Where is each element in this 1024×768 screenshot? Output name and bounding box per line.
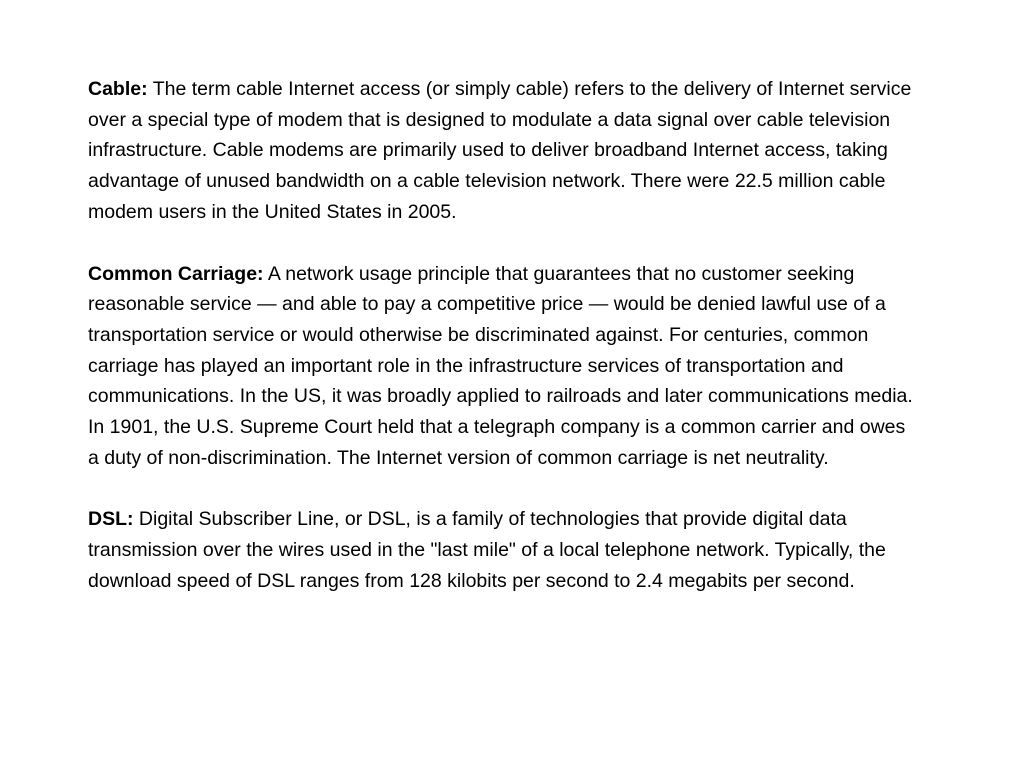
glossary-entry-cable (88, 74, 918, 228)
glossary-definition: Digital Subscriber Line, or DSL, is a family of technologies that provide digital data transmission over the wires used in the "last mile" of a local telephone network. Typically, the download speed of DSL ranges from 128 kilobits per second to 2.4 megabits per second. (88, 508, 886, 592)
glossary-term: Cable: (88, 78, 148, 100)
glossary-definition: The term cable Internet access (or simply cable) refers to the delivery of Internet service over a special type of modem that is designed to modulate a data signal over cable television infrastructure. Cable modems are primarily used to deliver broadband Internet access, taking advantage of unused bandwidth on a cable television network. There were 22.5 million cable modem users in the United States in 2005. (88, 78, 912, 223)
glossary-term: Common Carriage: (88, 262, 264, 285)
glossary-entry-common-carriage (88, 259, 918, 474)
glossary-slide (88, 74, 918, 628)
glossary-term: DSL: (88, 508, 134, 531)
glossary-entry-dsl (88, 504, 918, 596)
glossary-definition: A network usage principle that guarantees that no customer seeking reasonable service — and able to pay a competitive price — would be denied lawful use of a transportation service or would otherwise be discriminated against. For centuries, common carriage has played an important role in the infrastructure services of transportation and communications. In the US, it was broadly applied to railroads and later communications media. In 1901, the U.S. Supreme Court held that a telegraph company is a common carrier and owes a duty of non-discrimination. The Internet version of common carriage is net neutrality. (88, 262, 913, 469)
